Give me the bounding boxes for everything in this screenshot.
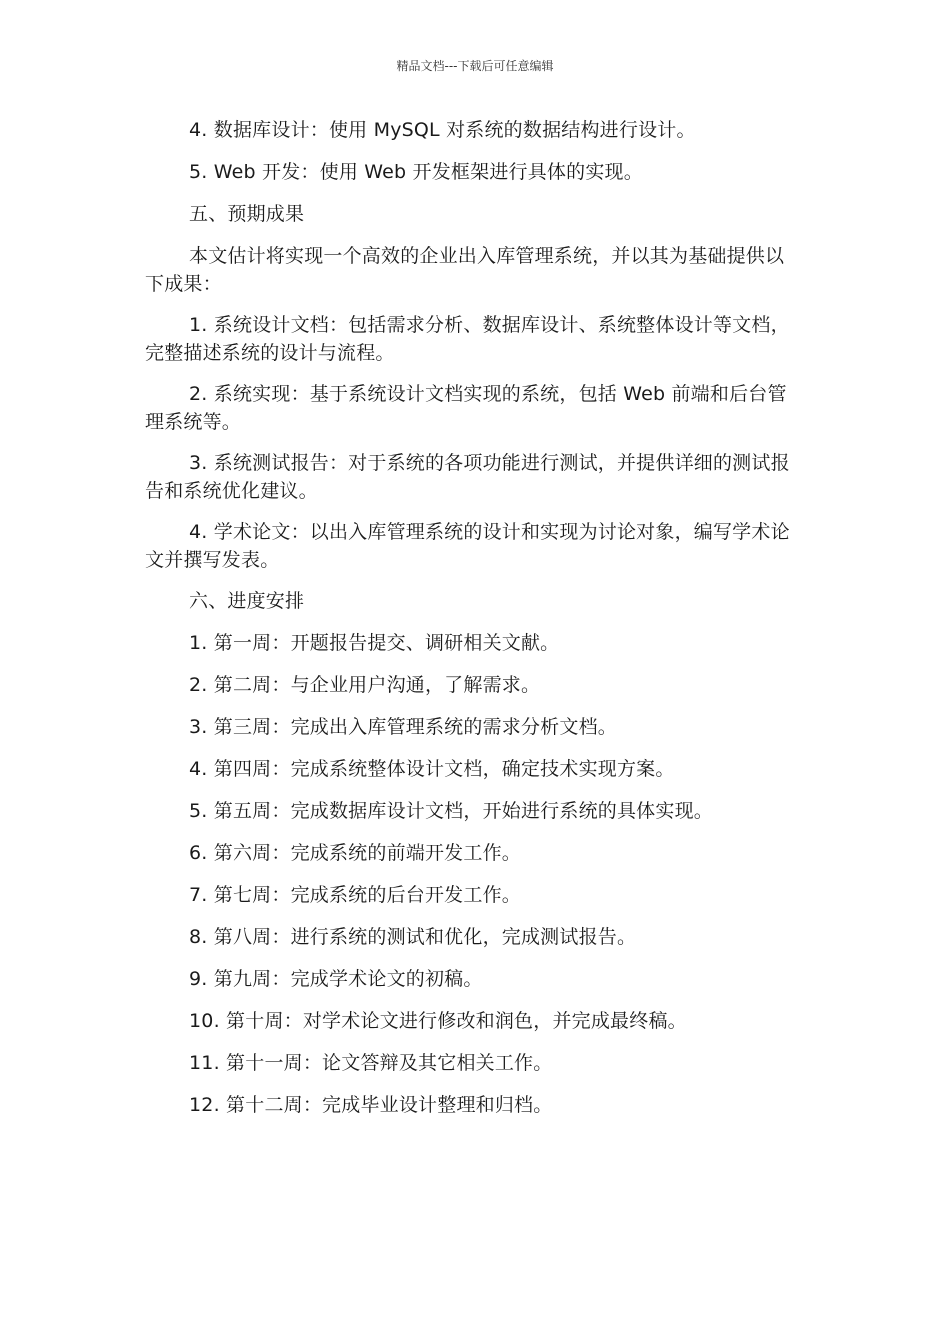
schedule-item-week-9: 9. 第九周：完成学术论文的初稿。 (189, 968, 483, 990)
paragraph-result-design-doc: 1. 系统设计文档：包括需求分析、数据库设计、系统整体设计等文档，完整描述系统的设计与流程。 (145, 314, 790, 364)
paragraph-results-intro: 本文估计将实现一个高效的企业出入库管理系统，并以其为基础提供以下成果： (145, 245, 785, 295)
schedule-item-week-2: 2. 第二周：与企业用户沟通，了解需求。 (189, 674, 541, 696)
schedule-item-week-10: 10. 第十周：对学术论文进行修改和润色，并完成最终稿。 (189, 1010, 687, 1032)
paragraph-result-test-report: 3. 系统测试报告：对于系统的各项功能进行测试，并提供详细的测试报告和系统优化建议。 (145, 452, 790, 502)
paragraph-result-implementation: 2. 系统实现：基于系统设计文档实现的系统，包括 Web 前端和后台管理系统等。 (145, 383, 787, 433)
paragraph-db-design: 4. 数据库设计：使用 MySQL 对系统的数据结构进行设计。 (189, 119, 696, 141)
schedule-item-week-5: 5. 第五周：完成数据库设计文档，开始进行系统的具体实现。 (189, 800, 713, 822)
paragraph-result-paper: 4. 学术论文：以出入库管理系统的设计和实现为讨论对象，编写学术论文并撰写发表。 (145, 521, 790, 571)
document-body (145, 116, 801, 1133)
schedule-item-week-6: 6. 第六周：完成系统的前端开发工作。 (189, 842, 521, 864)
schedule-item-week-11: 11. 第十一周：论文答辩及其它相关工作。 (189, 1052, 553, 1074)
section-heading-expected-results: 五、预期成果 (189, 203, 305, 225)
schedule-item-week-7: 7. 第七周：完成系统的后台开发工作。 (189, 884, 521, 906)
schedule-item-week-1: 1. 第一周：开题报告提交、调研相关文献。 (189, 632, 560, 654)
schedule-item-week-3: 3. 第三周：完成出入库管理系统的需求分析文档。 (189, 716, 617, 738)
paragraph-web-dev: 5. Web 开发：使用 Web 开发框架进行具体的实现。 (189, 161, 643, 183)
schedule-item-week-4: 4. 第四周：完成系统整体设计文档，确定技术实现方案。 (189, 758, 675, 780)
schedule-item-week-8: 8. 第八周：进行系统的测试和优化，完成测试报告。 (189, 926, 637, 948)
schedule-item-week-12: 12. 第十二周：完成毕业设计整理和归档。 (189, 1094, 553, 1116)
page-header: 精品文档---下载后可任意编辑 (396, 59, 554, 73)
section-heading-schedule: 六、进度安排 (189, 590, 305, 612)
